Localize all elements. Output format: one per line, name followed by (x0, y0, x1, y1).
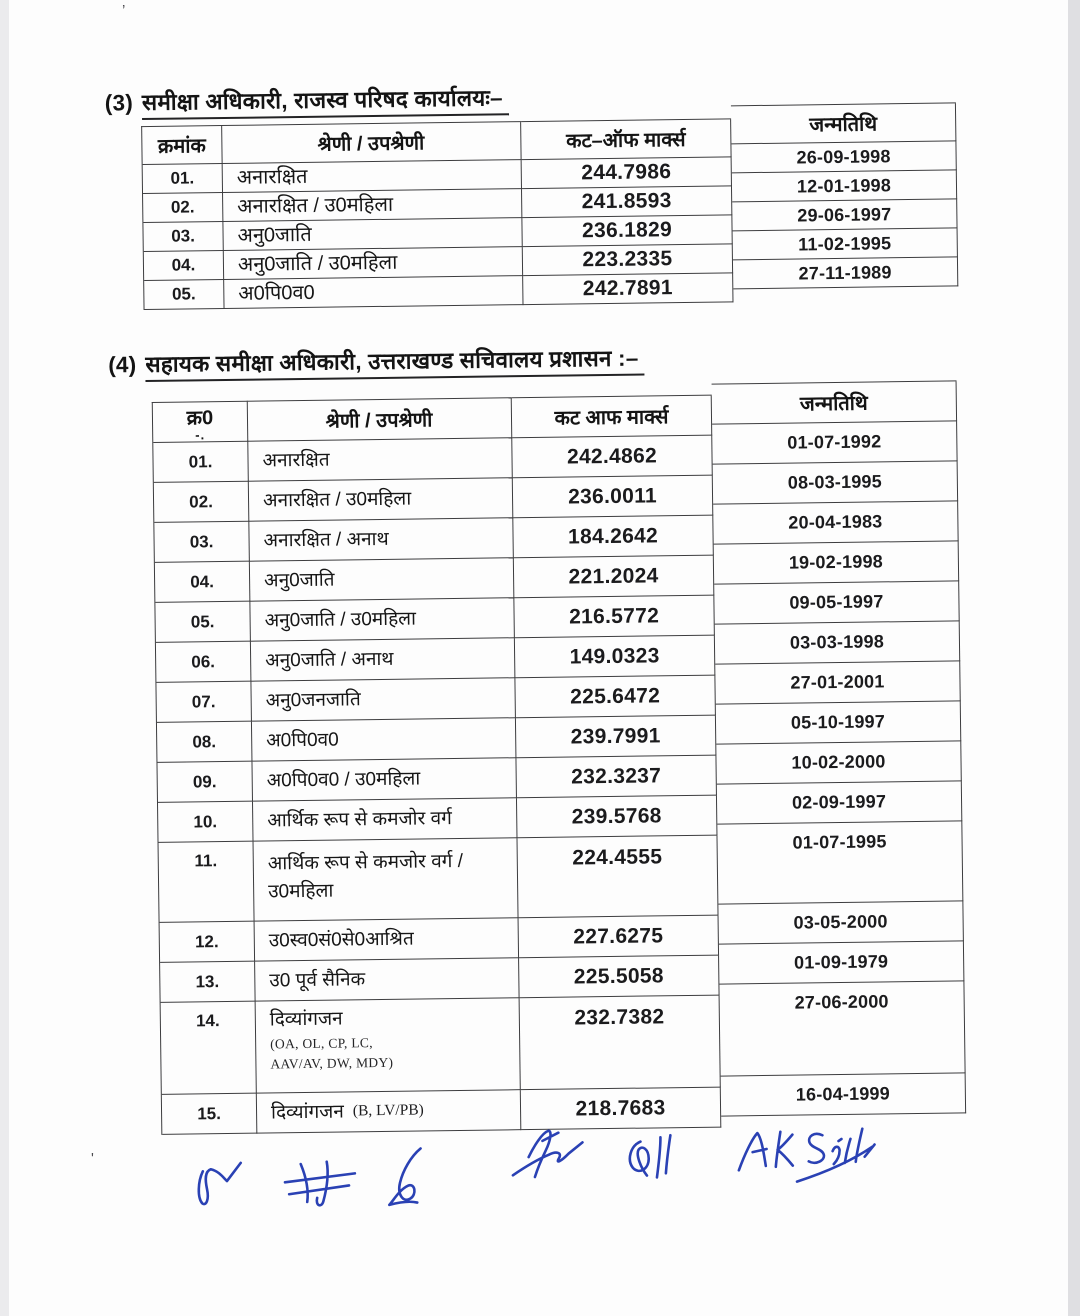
t1-r4-dob: 11-02-1995 (733, 228, 958, 260)
t2-r2-dob: 08-03-1995 (713, 461, 959, 504)
t2-r9-category: अ0पि0व0 / उ0महिला (251, 758, 517, 801)
t1-r3-category: अनु0जाति (222, 218, 522, 251)
scan-speck-bottom: ' (91, 1150, 94, 1167)
t2-r13-cutoff: 225.5058 (519, 956, 720, 999)
t1-column-serial (141, 125, 224, 310)
t1-header-serial: क्रमांक (142, 126, 222, 165)
t2-r5-dob: 09-05-1997 (714, 581, 960, 624)
t2-r13-category: उ0 पूर्व सैनिक (254, 958, 520, 1001)
t2-column-serial (152, 401, 258, 1135)
t2-r8-serial: 08. (157, 722, 253, 763)
t2-r6-category: अनु0जाति / अनाथ (250, 638, 516, 681)
t2-r5-category: अनु0जाति / उ0महिला (249, 598, 515, 641)
t2-r1-category: अनारक्षित (247, 438, 513, 481)
t2-r4-category: अनु0जाति (249, 558, 515, 601)
t2-r3-dob: 20-04-1983 (713, 501, 959, 544)
t2-r11-cutoff: 224.4555 (517, 836, 718, 919)
t2-r15-dob: 16-04-1999 (721, 1073, 967, 1116)
section-4-heading (108, 342, 645, 380)
t2-r12-cutoff: 227.6275 (519, 916, 720, 959)
t2-r15-category (256, 1090, 522, 1133)
t1-r4-cutoff: 223.2335 (523, 244, 733, 276)
t2-r12-dob: 03-05-2000 (718, 901, 964, 944)
t2-r4-dob: 19-02-1998 (714, 541, 960, 584)
t1-r5-serial: 05. (144, 280, 224, 310)
t2-r3-category: अनारक्षित / अनाथ (248, 518, 514, 561)
t2-column-dob (712, 380, 967, 1116)
t2-r6-dob: 03-03-1998 (715, 621, 961, 664)
t2-header-category: श्रेणी / उपश्रेणी (247, 398, 513, 441)
t1-r1-serial: 01. (143, 164, 223, 194)
t2-r11-serial: 11. (159, 842, 255, 923)
t2-r1-serial: 01. (153, 442, 249, 483)
signature-5 (618, 1131, 685, 1188)
t1-column-category (221, 121, 523, 309)
t2-r7-dob: 27-01-2001 (715, 661, 961, 704)
t1-r2-serial: 02. (143, 193, 223, 223)
t2-r7-category: अनु0जनजाति (250, 678, 516, 721)
signature-3 (382, 1144, 445, 1211)
t2-r9-cutoff: 232.3237 (516, 756, 717, 799)
t2-r7-serial: 07. (156, 682, 252, 723)
t2-r1-cutoff: 242.4862 (512, 436, 713, 479)
t2-r15-cutoff: 218.7683 (521, 1088, 722, 1131)
section-3-title: समीक्षा अधिकारी, राजस्व परिषद कार्यालयः– (142, 85, 509, 120)
t2-r15-category-latin: (B, LV/PB) (352, 1101, 424, 1120)
t1-r2-dob: 12-01-1998 (732, 170, 957, 202)
t2-r13-dob: 01-09-1979 (719, 941, 965, 984)
section-4-number: (4) (108, 352, 137, 378)
t2-r8-category: अ0पि0व0 (251, 718, 517, 761)
t1-r3-serial: 03. (143, 222, 223, 252)
t2-r3-serial: 03. (154, 522, 250, 563)
t1-r4-serial: 04. (144, 251, 224, 281)
t1-r3-cutoff: 236.1829 (522, 215, 732, 247)
section-3-heading (105, 81, 509, 117)
t2-column-category (247, 397, 522, 1133)
t2-r8-cutoff: 239.7991 (516, 716, 717, 759)
t2-r4-cutoff: 221.2024 (514, 556, 715, 599)
t2-r9-serial: 09. (157, 762, 253, 803)
scan-speck-top: ’ (122, 2, 126, 19)
signature-2 (279, 1155, 366, 1208)
t2-r14-category-note2: AAV/AV, DW, MDY) (270, 1054, 394, 1072)
section-3-number: (3) (104, 90, 134, 116)
t2-r2-cutoff: 236.0011 (513, 476, 714, 519)
t2-r6-serial: 06. (156, 642, 252, 683)
table-section-3 (141, 115, 958, 311)
t1-r5-cutoff: 242.7891 (523, 273, 733, 305)
signature-row (0, 0, 1071, 2)
t1-r5-category: अ0पि0व0 (223, 276, 523, 309)
t2-r14-category (255, 998, 521, 1093)
t2-r14-cutoff: 232.7382 (520, 996, 721, 1091)
t1-r2-cutoff: 241.8593 (522, 186, 732, 218)
t2-r5-cutoff: 216.5772 (514, 596, 715, 639)
t2-header-dob: जन्मतिथि (712, 381, 958, 424)
t2-r4-serial: 04. (155, 562, 251, 603)
t2-r9-dob: 10-02-2000 (716, 741, 962, 784)
t2-r13-serial: 13. (160, 962, 256, 1003)
t2-r12-serial: 12. (160, 922, 256, 963)
t2-r15-serial: 15. (162, 1094, 258, 1135)
t1-r1-cutoff: 244.7986 (522, 157, 732, 189)
t2-r10-category: आर्थिक रूप से कमजोर वर्ग (252, 798, 518, 841)
t2-r10-cutoff: 239.5768 (517, 796, 718, 839)
t2-r7-cutoff: 225.6472 (515, 676, 716, 719)
t2-r14-dob: 27-06-2000 (719, 981, 965, 1076)
t2-header-serial-label: क्र0 (186, 406, 214, 430)
t2-header-serial-sub: -. (195, 427, 206, 443)
t1-r2-category: अनारक्षित / उ0महिला (222, 189, 522, 222)
t2-r11-category: आर्थिक रूप से कमजोर वर्ग / उ0महिला (253, 838, 519, 921)
t2-header-serial (153, 402, 249, 443)
t2-r10-serial: 10. (158, 802, 254, 843)
t2-r8-dob: 05-10-1997 (716, 701, 962, 744)
t1-header-cutoff: कट–ऑफ मार्क्स (521, 119, 731, 160)
t1-r1-category: अनारक्षित (222, 160, 522, 193)
t2-column-cutoff (512, 395, 722, 1131)
t1-r4-category: अनु0जाति / उ0महिला (223, 247, 523, 280)
t1-header-dob: जन्मतिथि (731, 103, 956, 144)
t2-r15-category-label: दिव्यांगजन (270, 1101, 344, 1124)
section-4-title: सहायक समीक्षा अधिकारी, उत्तराखण्ड सचिवालय प्रशासन :– (145, 346, 645, 383)
t2-r3-cutoff: 184.2642 (513, 516, 714, 559)
t2-r14-category-note1: (OA, OL, CP, LC, (270, 1034, 373, 1052)
signature-1 (193, 1155, 248, 1210)
t2-r2-category: अनारक्षित / उ0महिला (248, 478, 514, 521)
t2-r10-dob: 02-09-1997 (717, 781, 963, 824)
t2-r6-cutoff: 149.0323 (515, 636, 716, 679)
t2-r14-category-label: दिव्यांगजन (269, 1008, 343, 1031)
t1-header-category: श्रेणी / उपश्रेणी (221, 122, 521, 164)
signature-4 (498, 1126, 591, 1187)
t2-r12-category: उ0स्व0सं0से0आश्रित (254, 918, 520, 961)
t1-r3-dob: 29-06-1997 (732, 199, 957, 231)
t1-column-dob (731, 102, 958, 289)
t2-r1-dob: 01-07-1992 (712, 421, 958, 464)
t2-r14-serial: 14. (161, 1002, 257, 1095)
t1-column-cutoff (521, 118, 733, 305)
signature-6-ak-singh (730, 1118, 881, 1190)
t1-r1-dob: 26-09-1998 (731, 141, 956, 173)
t1-r5-dob: 27-11-1989 (733, 257, 958, 289)
t2-r2-serial: 02. (154, 482, 250, 523)
t2-header-cutoff: कट आफ मार्क्स (512, 396, 713, 439)
t2-r11-dob: 01-07-1995 (717, 821, 963, 904)
t2-r5-serial: 05. (155, 602, 251, 643)
table-section-4 (152, 391, 967, 1135)
